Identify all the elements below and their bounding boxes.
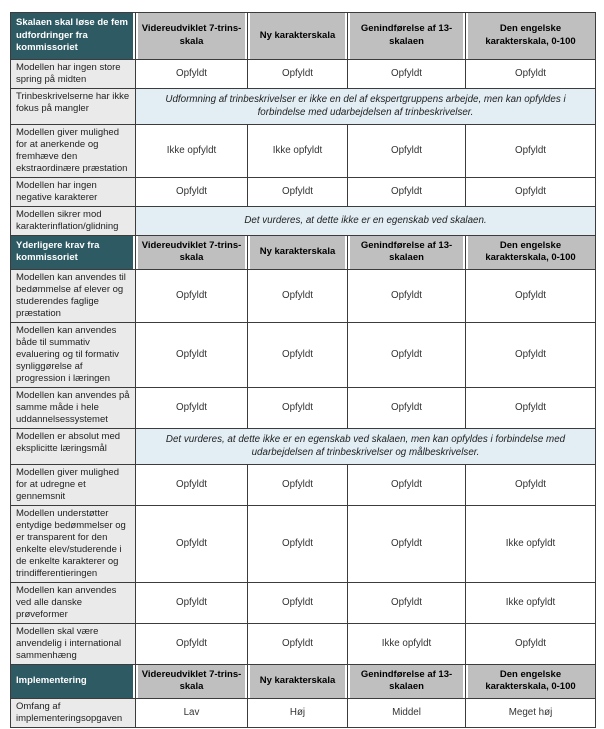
- row-label: Modellen er absolut med eksplicitte læringsmål: [11, 428, 136, 464]
- column-header: Genindførelse af 13-skalaen: [348, 664, 466, 698]
- value-cell: Opfyldt: [136, 59, 248, 88]
- row-label: Modellen kan anvendes på samme måde i hele uddannelsessystemet: [11, 387, 136, 428]
- section-header-row: [11, 235, 596, 269]
- value-cell: Opfyldt: [136, 269, 248, 322]
- row-label: Modellen kan anvendes både til summativ evaluering og til formativ synliggørelse af progression i læringen: [11, 322, 136, 387]
- row-label: Modellen kan anvendes ved alle danske prøveformer: [11, 582, 136, 623]
- column-header: Videreudviklet 7-trins-skala: [136, 664, 248, 698]
- value-cell: Opfyldt: [348, 177, 466, 206]
- section-header-row: [11, 664, 596, 698]
- value-cell: Ikke opfyldt: [466, 505, 596, 582]
- value-cell: Opfyldt: [348, 387, 466, 428]
- scale-comparison-table: [10, 12, 596, 728]
- table-row: [11, 177, 596, 206]
- table-row: [11, 698, 596, 727]
- value-cell: Opfyldt: [466, 269, 596, 322]
- row-label: Modellen giver mulighed for at udregne et gennemsnit: [11, 464, 136, 505]
- value-cell: Opfyldt: [248, 322, 348, 387]
- value-cell: Opfyldt: [466, 464, 596, 505]
- value-cell: Lav: [136, 698, 248, 727]
- column-header: Videreudviklet 7-trins-skala: [136, 13, 248, 60]
- table-row: [11, 88, 596, 124]
- value-cell: Opfyldt: [466, 177, 596, 206]
- column-header: Genindførelse af 13-skalaen: [348, 13, 466, 60]
- value-cell: Opfyldt: [466, 124, 596, 177]
- table-row: [11, 428, 596, 464]
- value-cell: Ikke opfyldt: [136, 124, 248, 177]
- value-cell: Opfyldt: [248, 623, 348, 664]
- value-cell: Opfyldt: [466, 623, 596, 664]
- column-header: Videreudviklet 7-trins-skala: [136, 235, 248, 269]
- value-cell: Opfyldt: [248, 59, 348, 88]
- value-cell: Opfyldt: [248, 582, 348, 623]
- value-cell: Opfyldt: [466, 322, 596, 387]
- note-cell: Det vurderes, at dette ikke er en egenskab ved skalaen, men kan opfyldes i forbindelse med udarbejdelsen af trinbeskrivelser og målbeskrivelser.: [136, 428, 596, 464]
- value-cell: Ikke opfyldt: [348, 623, 466, 664]
- value-cell: Opfyldt: [348, 582, 466, 623]
- table-row: [11, 322, 596, 387]
- row-label: Modellen har ingen negative karakterer: [11, 177, 136, 206]
- table-row: [11, 505, 596, 582]
- value-cell: Opfyldt: [248, 464, 348, 505]
- value-cell: Ikke opfyldt: [466, 582, 596, 623]
- value-cell: Opfyldt: [136, 582, 248, 623]
- section-header-row: [11, 13, 596, 60]
- row-label: Modellen sikrer mod karakterinflation/glidning: [11, 206, 136, 235]
- row-label: Modellen giver mulighed for at anerkende og fremhæve den ekstraordinære præstation: [11, 124, 136, 177]
- value-cell: Opfyldt: [348, 124, 466, 177]
- value-cell: Opfyldt: [136, 464, 248, 505]
- column-header: Genindførelse af 13-skalaen: [348, 235, 466, 269]
- value-cell: Opfyldt: [348, 322, 466, 387]
- value-cell: Opfyldt: [466, 59, 596, 88]
- value-cell: Opfyldt: [136, 623, 248, 664]
- column-header: Den engelske karakterskala, 0-100: [466, 13, 596, 60]
- value-cell: Opfyldt: [348, 59, 466, 88]
- row-label: Modellen understøtter entydige bedømmelser og er transparent for den enkelte elev/studerende i de enkelte karakterer og trindifferentieringen: [11, 505, 136, 582]
- row-label: Modellen har ingen store spring på midten: [11, 59, 136, 88]
- value-cell: Opfyldt: [136, 505, 248, 582]
- table-row: [11, 582, 596, 623]
- value-cell: Opfyldt: [136, 387, 248, 428]
- value-cell: Opfyldt: [466, 387, 596, 428]
- section-title: Yderligere krav fra kommissoriet: [11, 235, 136, 269]
- section-title: Skalaen skal løse de fem udfordringer fra kommissoriet: [11, 13, 136, 60]
- column-header: Ny karakterskala: [248, 235, 348, 269]
- row-label: Modellen skal være anvendelig i international sammenhæng: [11, 623, 136, 664]
- note-cell: Udformning af trinbeskrivelser er ikke en del af ekspertgruppens arbejde, men kan opfyldes i forbindelse med udarbejdelsen af trinbeskrivelser.: [136, 88, 596, 124]
- column-header: Ny karakterskala: [248, 664, 348, 698]
- value-cell: Opfyldt: [248, 269, 348, 322]
- value-cell: Opfyldt: [348, 505, 466, 582]
- row-label: Modellen kan anvendes til bedømmelse af elever og studerendes faglige præstation: [11, 269, 136, 322]
- table-row: [11, 269, 596, 322]
- value-cell: Høj: [248, 698, 348, 727]
- row-label: Omfang af implementeringsopgaven: [11, 698, 136, 727]
- table-row: [11, 464, 596, 505]
- row-label: Trinbeskrivelserne har ikke fokus på mangler: [11, 88, 136, 124]
- column-header: Ny karakterskala: [248, 13, 348, 60]
- column-header: Den engelske karakterskala, 0-100: [466, 664, 596, 698]
- value-cell: Opfyldt: [136, 322, 248, 387]
- table-row: [11, 124, 596, 177]
- value-cell: Opfyldt: [248, 387, 348, 428]
- table-row: [11, 623, 596, 664]
- value-cell: Opfyldt: [348, 269, 466, 322]
- value-cell: Opfyldt: [248, 177, 348, 206]
- table-row: [11, 206, 596, 235]
- value-cell: Ikke opfyldt: [248, 124, 348, 177]
- value-cell: Middel: [348, 698, 466, 727]
- value-cell: Meget høj: [466, 698, 596, 727]
- value-cell: Opfyldt: [248, 505, 348, 582]
- value-cell: Opfyldt: [348, 464, 466, 505]
- table-row: [11, 387, 596, 428]
- value-cell: Opfyldt: [136, 177, 248, 206]
- section-title: Implementering: [11, 664, 136, 698]
- column-header: Den engelske karakterskala, 0-100: [466, 235, 596, 269]
- table-row: [11, 59, 596, 88]
- note-cell: Det vurderes, at dette ikke er en egenskab ved skalaen.: [136, 206, 596, 235]
